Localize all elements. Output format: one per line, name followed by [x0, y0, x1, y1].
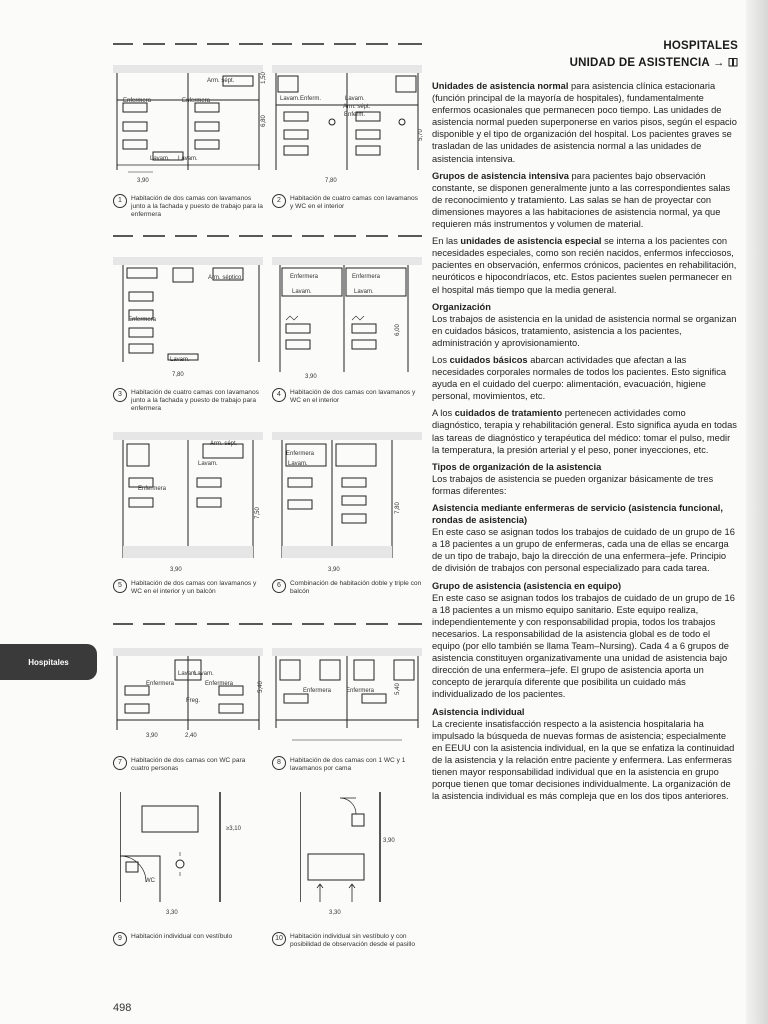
paragraph: Los trabajos de asistencia se pueden organizar básicamente de tres formas diferentes: [432, 473, 714, 496]
paragraph: La creciente insatisfacción respecto a la asistencia hospitalaria ha impulsado la búsqueda de nuevas formas de asistencia; especialmente en EEUU con la asistencia individual, en la que se enfatiza la continuidad de la asistencia y la relación entre paciente y enfermera. Las enfermeras tienen mayor responsabilidad individual que en la asistencia en grupo porque tienen que tomar decisiones individualmente. La organización de la asistencia individual es más compleja que en los dos tipos anteriores. [432, 718, 735, 802]
section-heading: Tipos de organización de la asistencia [432, 461, 602, 472]
header-subtitle [570, 55, 738, 72]
figure-caption-1 [113, 195, 263, 219]
figure-number: 8 [272, 756, 286, 770]
subsection-heading: Grupo de asistencia (asistencia en equipo) [432, 580, 622, 591]
plan-label: Lavam. [178, 156, 198, 162]
plan-label: Lavam. [288, 461, 308, 467]
plan-label: Enfermera [128, 317, 157, 323]
dim-label: 7,50 [254, 507, 261, 519]
caption-text: Habitación de dos camas con 1 WC y 1 lavamanos por cama [290, 757, 406, 773]
paragraph: En este caso se asignan todos los trabajos de cuidado de un grupo de 16 a 18 pacientes a un mismo equipo sanitario. Este equipo realiza, independientemente y con responsabilidad propia, todos los trabajos necesarios. La responsabilidad de la asistencia global es de todo el equipo (por ello también se llama Team–Nursing). Cada 4 a 6 grupos de asistencia constituyen organizativamente una unidad de asistencia bajo dirección de una enfermera–jefe. El grupo de asistencia aporta un concepto de jerarquía diferente que posibilita un cuidado más individualizado de los pacientes. [432, 592, 735, 700]
plan-label: Enferm. [300, 96, 322, 102]
figure-number: 7 [113, 756, 127, 770]
figure-number: 3 [113, 388, 127, 402]
dim-label: 6,00 [394, 324, 401, 336]
figure-number: 2 [272, 194, 286, 208]
book-icon [728, 57, 738, 67]
plan-label: WC [145, 878, 155, 884]
plan-label: Arm. sépt. [210, 441, 238, 447]
plan-label: Enfermera [123, 98, 152, 104]
dim-label: 3,90 [383, 838, 395, 844]
paragraph: Grupos de asistencia intensiva para pacientes bajo observación constante, se disponen generalmente junto a las correspondientes salas de reconocimiento y tratamiento. Las salas se han de proyectar con dimensiones mayores a las habitaciones de asistencia normal, ya que requieren más instrumentos y volumen de material. [432, 170, 731, 230]
floor-plan-7 [113, 620, 263, 740]
caption-text: Habitación de dos camas con lavamanos y WC en el interior [290, 389, 416, 405]
dim-label: 3,90 [146, 733, 158, 739]
caption-text: Habitación individual sin vestíbulo y con posibilidad de observación desde el pasillo [290, 933, 415, 949]
article-body [432, 80, 737, 807]
dim-label: 3,90 [137, 178, 149, 184]
plan-label: Lavam. [345, 96, 365, 102]
caption-text: Habitación de dos camas con lavamanos y WC en el interior y un balcón [131, 580, 257, 596]
dim-label: 5,40 [394, 683, 401, 695]
plan-label: Enfermera [346, 688, 375, 694]
term: Grupos de asistencia intensiva [432, 170, 569, 181]
dim-label: 7,80 [172, 372, 184, 378]
header-subtitle-text: UNIDAD DE ASISTENCIA [569, 56, 710, 69]
dim-label: 3,90 [328, 567, 340, 573]
plan-label: Lavam. [198, 461, 218, 467]
paragraph: Unidades de asistencia normal para asistencia clínica estacionaria (función principal de la mayoría de hospitales), fundamentalmente enfermos ocasionales que permanecen poco tiempo. Las unidades de asistencia normal pueden superponerse en varios pisos, según el espacio disponible y el tipo de organización del hospital. Los pacientes graves se trasladan de las unidades de asistencia normal a las unidades de asistencia intensiva. [432, 81, 737, 164]
term: cuidados de tratamiento [454, 408, 563, 419]
page-edge-shadow [746, 0, 768, 1024]
floor-plan-9 [120, 792, 240, 907]
dim-label: ≥3,10 [226, 826, 241, 832]
caption-text: Habitación de dos camas con lavamanos junto a la fachada y puesto de trabajo para la enfermera [131, 195, 263, 219]
section-tab-label: Hospitales [28, 657, 69, 667]
plan-label: Enfermera [352, 274, 381, 280]
dim-label: 3,90 [305, 374, 317, 380]
figure-number: 6 [272, 579, 286, 593]
plan-label: Lavam. [280, 96, 300, 102]
page-header [570, 38, 738, 71]
caption-text: Combinación de habitación doble y triple con balcón [290, 580, 422, 596]
floor-plan-6 [272, 428, 422, 568]
plan-label: Arm. sépt. [207, 78, 235, 84]
figure-caption-4 [272, 389, 422, 405]
figure-number: 5 [113, 579, 127, 593]
figure-number: 1 [113, 194, 127, 208]
plan-label: Lavam. [354, 289, 374, 295]
arrow-right-icon: → [712, 56, 725, 69]
floor-plan-4 [272, 232, 422, 372]
paragraph: Los cuidados básicos abarcan actividades que afectan a las necesidades corporales normales de todos los pacientes. Esto significa ayuda en el cuidado del cuerpo: alimentación, evacuación, higiene personal, movimientos, etc. [432, 354, 727, 402]
paragraph: En este caso se asignan todos los trabajos de cuidado de un grupo de 16 a 18 pacientes a un grupo de enfermeras, cada una de ellas se encarga de un tipo de trabajo, bajo la dirección de una enfermera–jefe. Principio de división de trabajos con personal especializado para cada tarea. [432, 527, 735, 574]
term: unidades de asistencia especial [460, 236, 602, 247]
subsection-heading: Asistencia mediante enfermeras de servicio (asistencia funcional, rondas de asistencia) [432, 503, 723, 526]
plan-label: Enfermera [182, 98, 211, 104]
paragraph: A los cuidados de tratamiento pertenecen actividades como diagnóstico, terapia y rehabilitación general. Esto significa ayuda en todas las tareas de diagnóstico y terapéutica del médico: tomar el pulso, medir la temperatura, la presión arterial y el peso, poner inyecciones, etc. [432, 408, 737, 455]
figure-caption-5 [113, 580, 263, 596]
plan-label: Arm. sépt. [343, 104, 371, 110]
page-number: 498 [113, 1002, 132, 1014]
figure-caption-10 [272, 933, 422, 949]
paragraph: En las unidades de asistencia especial se interna a los pacientes con necesidades especiales, como son recién nacidos, enfermos infecciosos, pacientes en observación, enfermos crónicos, pacientes en rehabilitación, neuróticos e hipocondríacos, etc. Estos pacientes suelen permanecer en el hospital más tiempo que la media general. [432, 236, 737, 295]
plan-label: Arm. séptico [208, 275, 242, 281]
term: Unidades de asistencia normal [432, 81, 569, 91]
plan-label: Enfermera [205, 681, 234, 687]
caption-text: Habitación de cuatro camas con lavamanos junto a la fachada y puesto de trabajo para enfermera [131, 389, 259, 413]
plan-label: Lavam. [292, 289, 312, 295]
dim-label: 7,80 [325, 178, 337, 184]
figure-caption-9 [113, 933, 263, 946]
term: cuidados básicos [449, 354, 528, 365]
dim-label: 3,30 [166, 910, 178, 916]
caption-text: Habitación individual con vestíbulo [131, 933, 233, 940]
paragraph: Los trabajos de asistencia en la unidad de asistencia normal se organizan en cuidados básicos, tratamiento, asistencia a los pacientes, administración y aprovisionamiento. [432, 313, 737, 348]
figure-caption-3 [113, 389, 263, 413]
dim-label: 6,80 [260, 115, 267, 127]
figure-number: 10 [272, 932, 286, 946]
plan-label: Enfermera [303, 688, 332, 694]
dim-label: 3,90 [170, 567, 182, 573]
plan-label: Enfermera [290, 274, 319, 280]
floor-plan-3 [113, 232, 263, 372]
dim-label: 1,50 [260, 72, 267, 84]
section-heading: Organización [432, 301, 491, 312]
plan-label: Enferm. [344, 112, 366, 118]
floor-plan-2 [272, 40, 422, 180]
header-title: HOSPITALES [663, 40, 738, 52]
plan-label: Enfermera [138, 486, 167, 492]
plan-label: Freg. [186, 698, 201, 704]
figure-caption-6 [272, 580, 422, 596]
plan-label: Lavam. [194, 671, 214, 677]
dim-label: 2,40 [185, 733, 197, 739]
dim-label: 3,30 [329, 910, 341, 916]
floor-plan-5 [113, 428, 263, 568]
figure-caption-8 [272, 757, 422, 773]
dim-label: 7,80 [394, 502, 401, 514]
plan-label: Enfermera [286, 451, 315, 457]
plan-label: Lavam. [178, 671, 198, 677]
plan-label: Lavam. [170, 357, 190, 363]
figure-number: 4 [272, 388, 286, 402]
plan-label: Lavam. [150, 156, 170, 162]
plan-label: Enfermera [146, 681, 175, 687]
subsection-heading: Asistencia individual [432, 706, 525, 717]
figure-caption-7 [113, 757, 263, 773]
figure-caption-2 [272, 195, 422, 211]
section-tab-hospitales[interactable] [0, 644, 97, 680]
dim-label: 5,40 [257, 681, 264, 693]
caption-text: Habitación de cuatro camas con lavamanos y WC en el interior [290, 195, 418, 211]
dim-label: 5,70 [417, 129, 424, 141]
floor-plan-10 [300, 792, 400, 907]
figure-number: 9 [113, 932, 127, 946]
caption-text: Habitación de dos camas con WC para cuatro personas [131, 757, 246, 773]
